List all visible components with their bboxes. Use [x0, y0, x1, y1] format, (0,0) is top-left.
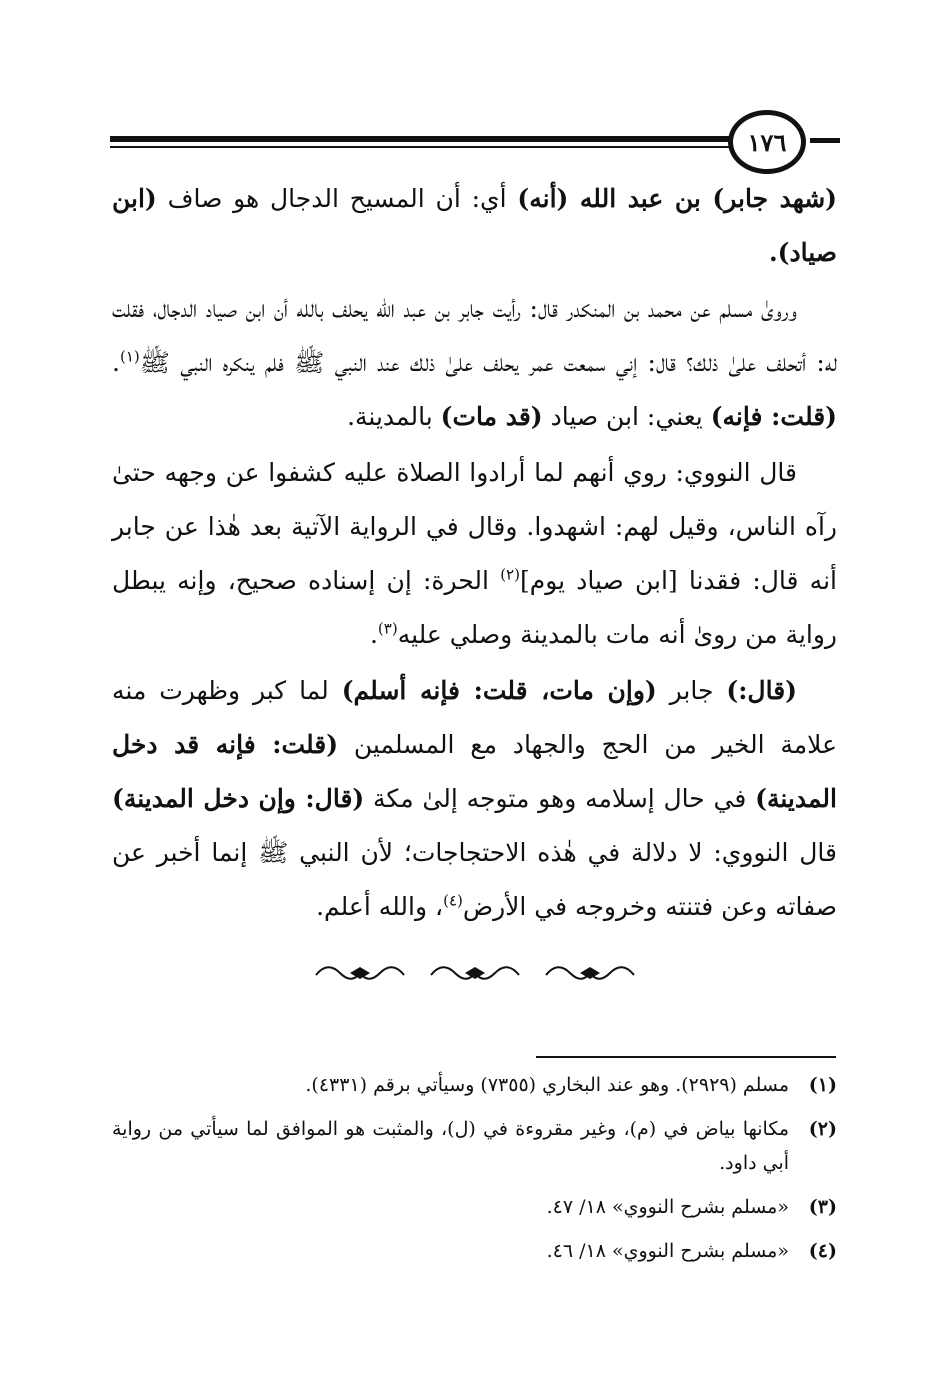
- text-run: (شهد جابر) بن عبد الله (أنه): [517, 184, 837, 213]
- text-run: (قلت: فإنه): [710, 402, 837, 431]
- footnote-item: [112, 1112, 837, 1180]
- paragraph: [112, 282, 837, 444]
- header-rule-thick: [110, 136, 730, 142]
- page-number: [728, 110, 806, 174]
- text-run: جابر: [656, 676, 727, 705]
- footnote-item: [112, 1068, 837, 1102]
- text-run: الحرة: إن إسناده صحيح، وإنه يبطل رواية من روىٰ أنه مات بالمدينة وصلي عليه: [112, 566, 837, 649]
- footnote-number: (١): [808, 1074, 837, 1096]
- footnotes: [112, 1068, 837, 1278]
- paragraph: [112, 172, 837, 280]
- text-run: في حال إسلامه وهو متوجه إلىٰ مكة: [364, 784, 756, 813]
- footnote-item: [112, 1190, 837, 1224]
- footnote-item: [112, 1234, 837, 1268]
- ornament-icon: [425, 959, 525, 987]
- footnote-text: مكانها بياض في (م)، وغير مقروءة في (ل)، والمثبت هو الموافق لما سيأتي من رواية أبي داود.: [112, 1118, 789, 1174]
- footnote-number: (٤): [808, 1240, 837, 1262]
- text-run: (قد مات): [440, 402, 543, 431]
- text-run: يعني: ابن صياد: [542, 402, 711, 431]
- text-run: لما كبر وظهرت منه علامة الخير من الحج والجهاد مع المسلمين: [112, 676, 838, 759]
- footnote-number: (٣): [808, 1196, 837, 1218]
- text-run: قال النووي: لا دلالة في هٰذه الاحتجاجات؛ لأن النبي ﷺ إنما أخبر عن صفاته وعن فتنته وخروجه في الأرض: [112, 838, 837, 921]
- text-run: أي: أن المسيح الدجال هو صاف: [156, 184, 518, 213]
- header-rule-right: [810, 138, 840, 143]
- text-run: وروىٰ مسلم عن محمد بن المنكدر قال: رأيت جابر بن عبد الله يحلف بالله أن ابن صياد الدجال، فقلت له: أتحلف علىٰ ذلك؟ قال: إني سمعت عمر يحلف علىٰ ذلك عند النبي ﷺ فلم ينكره النبي ﷺ: [112, 294, 837, 377]
- paragraph: [112, 664, 837, 934]
- footnote-text: «مسلم بشرح النووي» ١٨/ ٤٧.: [546, 1196, 789, 1218]
- text-run: .: [112, 348, 120, 377]
- footnote-text: مسلم (٢٩٢٩). وهو عند البخاري (٧٣٥٥) وسيأتي برقم (٤٣٣١).: [305, 1074, 789, 1096]
- footnote-ref: (٤): [443, 891, 463, 910]
- footnote-rule: [536, 1056, 836, 1058]
- text-run: (وإن مات، قلت: فإنه أسلم): [341, 676, 657, 705]
- page-number-text: ١٧٦: [747, 127, 787, 157]
- footnote-ref: (١): [119, 347, 140, 366]
- header-rule-thin: [110, 146, 730, 148]
- text-run: بالمدينة.: [347, 402, 441, 431]
- footnote-ref: (٢): [500, 565, 520, 584]
- text-run: قال النووي: روي أنهم لما أرادوا الصلاة عليه كشفوا عن وجهه حتىٰ رآه الناس، وقيل لهم: اشهدوا. وقال في الرواية الآتية بعد هٰذا عن جابر أنه قال: فقدنا [ابن صياد يوم]: [112, 458, 837, 595]
- text-run: (قال:): [726, 676, 797, 705]
- text-run: (قال: وإن دخل المدينة): [112, 784, 365, 813]
- paragraph: [112, 446, 837, 662]
- footnote-number: (٢): [808, 1118, 837, 1140]
- text-run: ، والله أعلم.: [316, 892, 444, 921]
- ornament-icon: [540, 959, 640, 987]
- footnote-text: «مسلم بشرح النووي» ١٨/ ٤٦.: [546, 1240, 789, 1262]
- section-divider-ornament: [310, 958, 640, 988]
- text-run: (قلت: فإنه قد دخل المدينة): [112, 730, 837, 813]
- text-run: .: [369, 620, 378, 649]
- ornament-icon: [310, 959, 410, 987]
- text-run: (ابن صياد).: [112, 184, 837, 267]
- main-text: [112, 172, 837, 936]
- footnote-ref: (٣): [377, 619, 398, 638]
